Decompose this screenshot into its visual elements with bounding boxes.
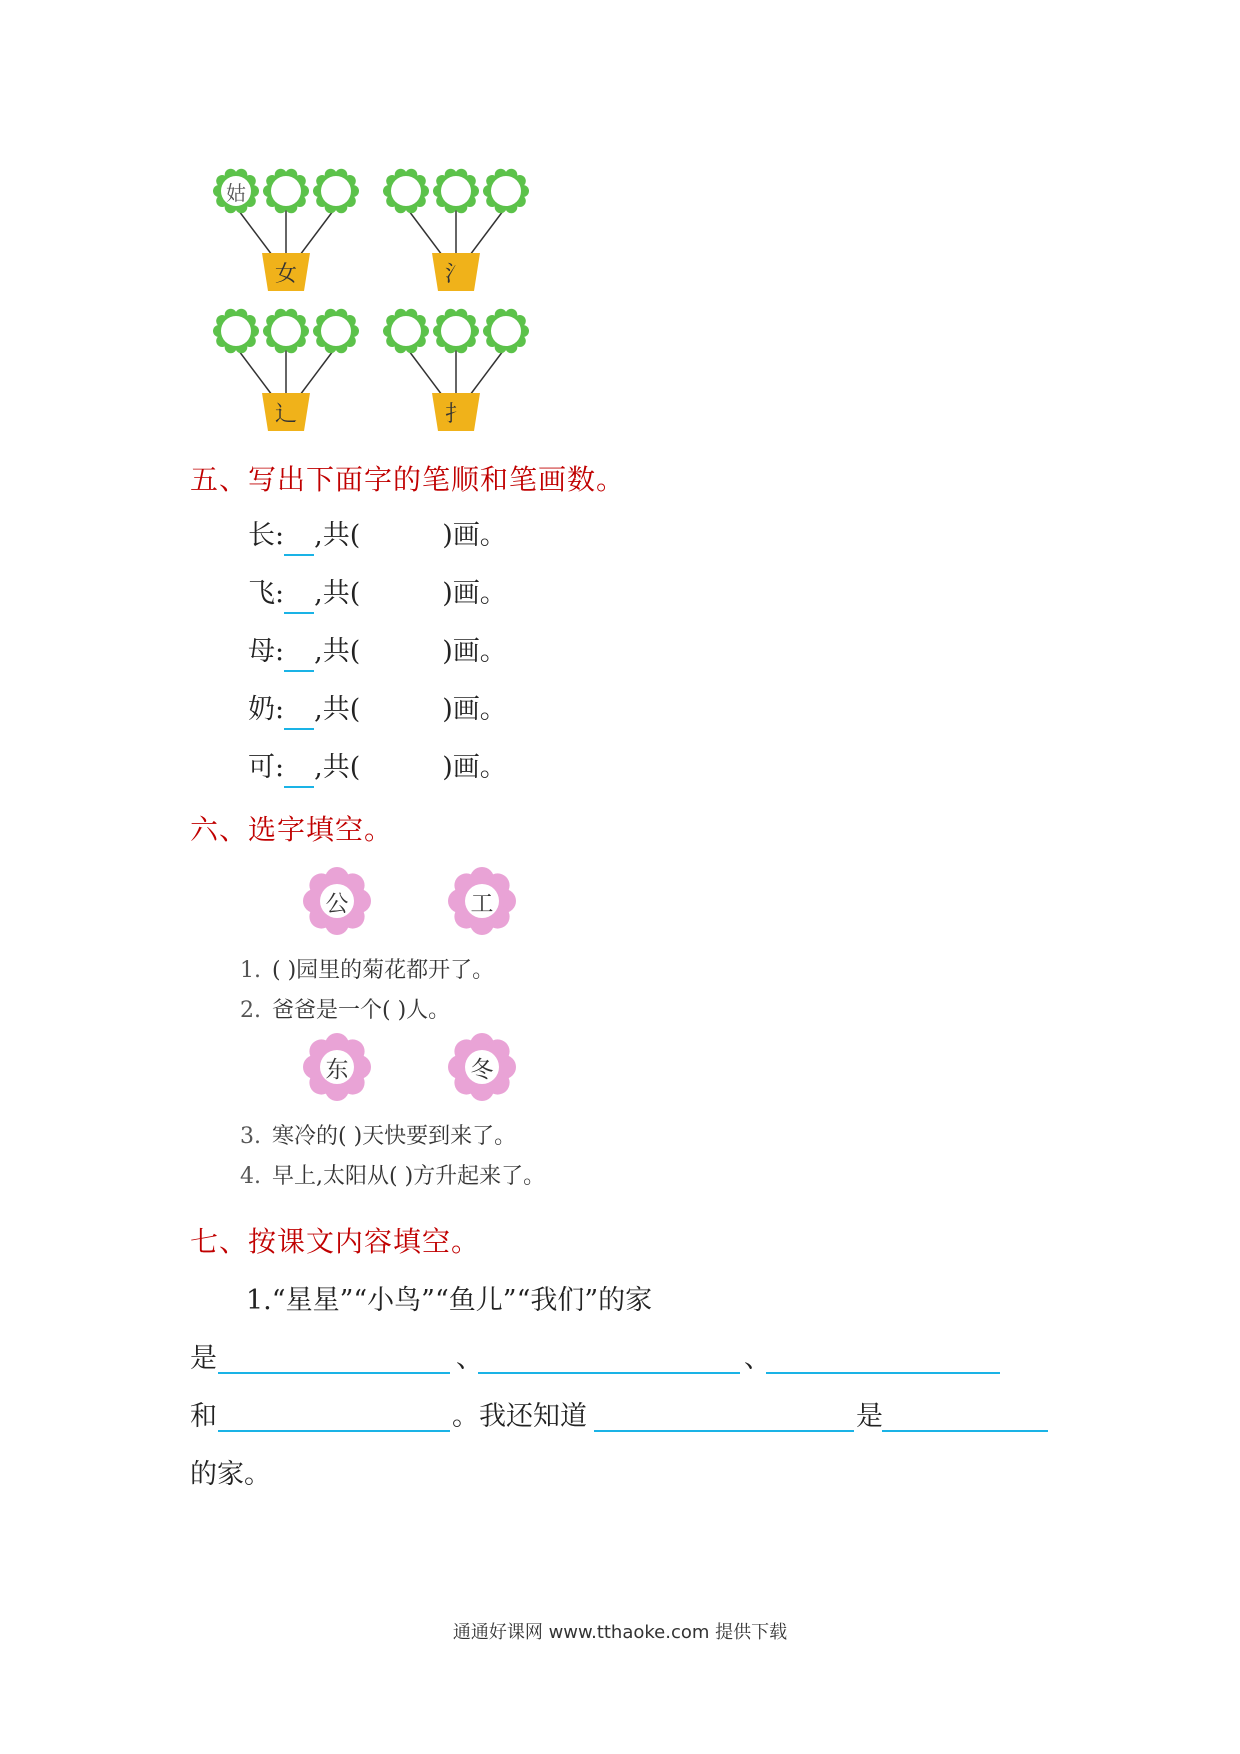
stroke-count-label: ,共(: [314, 636, 361, 667]
stroke-order-blank[interactable]: [284, 698, 314, 730]
fill-sentence: [240, 993, 450, 1024]
target-char: 奶:: [248, 694, 285, 725]
fill-word-he: 和: [190, 1401, 217, 1432]
sentence-number: 3.: [240, 1124, 261, 1149]
separator: 、: [744, 1343, 771, 1374]
fill-word-shi: 是: [190, 1343, 217, 1374]
fill-text-also-know: 。我还知道: [452, 1401, 587, 1432]
target-char: 母:: [248, 636, 285, 667]
answer-blank[interactable]: [882, 1430, 1048, 1432]
target-char: 飞:: [248, 578, 285, 609]
option-flower: [302, 1032, 372, 1102]
fill-sentence: [240, 1159, 545, 1190]
option-char: 公: [325, 891, 349, 917]
flower-pot-group: [380, 165, 530, 295]
answer-blank[interactable]: [478, 1372, 740, 1374]
flower-pot-group: [210, 165, 360, 295]
stroke-count-suffix: )画。: [442, 636, 507, 667]
fill-text-home: 的家。: [190, 1459, 271, 1490]
sentence-text: ( )园里的菊花都开了。: [272, 958, 495, 983]
sentence-text: 早上,太阳从( )方升起来了。: [272, 1164, 546, 1189]
stroke-order-row: [248, 574, 507, 614]
separator: 、: [456, 1343, 483, 1374]
footer-source: 通通好课网 www.tthaoke.com 提供下载: [452, 1622, 788, 1643]
section-6-title: 六、选字填空。: [190, 813, 394, 846]
stroke-count-suffix: )画。: [442, 578, 507, 609]
stroke-count-label: ,共(: [314, 752, 361, 783]
target-char: 长:: [248, 520, 285, 551]
fill-prompt-line: 1.“星星”“小鸟”“鱼儿”“我们”的家: [246, 1285, 653, 1316]
stroke-count-suffix: )画。: [442, 694, 507, 725]
sentence-number: 4.: [240, 1164, 261, 1189]
stroke-order-blank[interactable]: [284, 756, 314, 788]
pot-radical: 女: [274, 262, 297, 287]
answer-blank[interactable]: [766, 1372, 1000, 1374]
stroke-order-blank[interactable]: [284, 640, 314, 672]
sentence-text: 爸爸是一个( )人。: [272, 998, 451, 1023]
pot-radical: 扌: [444, 402, 467, 427]
stroke-order-row: [248, 516, 507, 556]
stroke-count-label: ,共(: [314, 578, 361, 609]
section-7-title: 七、按课文内容填空。: [190, 1225, 481, 1258]
stroke-order-row: [248, 748, 507, 788]
option-flower: [302, 866, 372, 936]
stroke-order-blank[interactable]: [284, 582, 314, 614]
stroke-count-label: ,共(: [314, 520, 361, 551]
stroke-count-suffix: )画。: [442, 752, 507, 783]
option-flower: [447, 866, 517, 936]
stroke-count-suffix: )画。: [442, 520, 507, 551]
fill-word-shi: 是: [856, 1401, 883, 1432]
answer-blank[interactable]: [594, 1430, 854, 1432]
answer-blank[interactable]: [218, 1430, 450, 1432]
stroke-order-row: [248, 632, 507, 672]
option-char: 冬: [470, 1057, 494, 1083]
answer-blank[interactable]: [218, 1372, 450, 1374]
stroke-order-blank[interactable]: [284, 524, 314, 556]
option-char: 工: [470, 891, 494, 917]
pot-radical: 氵: [444, 262, 467, 287]
section-5-title: 五、写出下面字的笔顺和笔画数。: [190, 463, 626, 496]
flower-pot-group: [380, 305, 530, 435]
flower-pot-group: [210, 305, 360, 435]
sentence-text: 寒冷的( )天快要到来了。: [272, 1124, 517, 1149]
option-flower: [447, 1032, 517, 1102]
fill-sentence: [240, 1119, 516, 1150]
target-char: 可:: [248, 752, 285, 783]
flower-char: 姑: [226, 181, 246, 205]
pot-radical: 辶: [274, 402, 297, 427]
fill-sentence: [240, 953, 494, 984]
stroke-count-label: ,共(: [314, 694, 361, 725]
sentence-number: 2.: [240, 998, 261, 1023]
option-char: 东: [325, 1057, 349, 1083]
stroke-order-row: [248, 690, 507, 730]
sentence-number: 1.: [240, 958, 261, 983]
